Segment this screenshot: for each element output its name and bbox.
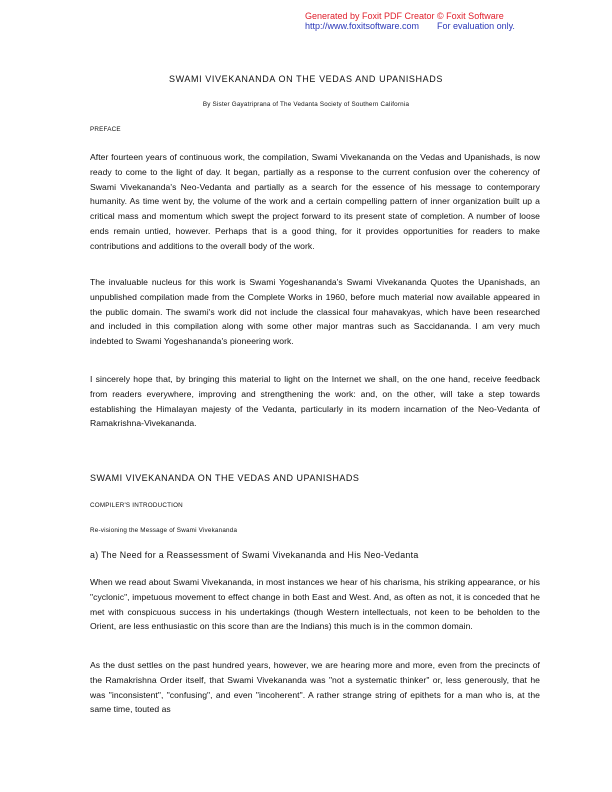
document-title: SWAMI VIVEKANANDA ON THE VEDAS AND UPANISHADS: [169, 74, 443, 84]
preface-paragraph-1: After fourteen years of continuous work, the compilation, Swami Vivekananda on the Vedas and Upanishads, is now ready to come to the light of day. It began, partially as a response to the current confusion over the coherency of Swami Vivekananda's Neo-Vedanta and partially as a search for the essence of his message to contemporary humanity. As time went by, the volume of the work and a certain compelling pattern of inner organization built up a critical mass and momentum which swept the project forward to its present state of completion. A number of loose ends remain untied, however. Perhaps that is a good thing, for it provides opportunities for readers to make contributions and additions to the overall body of the work.: [90, 152, 540, 251]
preface-paragraph-3: I sincerely hope that, by bringing this material to light on the Internet we shall, on the one hand, receive feedback from readers everywhere, improving and strengthening the work: and, on the other, will take a step towards establishing the Himalayan majesty of the Vedanta, particularly in its modern incarnation of the Neo-Vedanta of Ramakrishna-Vivekananda.: [90, 374, 540, 429]
foxit-watermark: [305, 11, 533, 31]
body-paragraph-1: When we read about Swami Vivekananda, in most instances we hear of his charisma, his striking appearance, or his "cyclonic", impetuous movement to effect change in both East and West. And, as often as not, it is conceded that he met with conspicuous success in his undertakings (though Western intellectuals, not keen to be beholden to the Orient, are less enthusiastic on this score than are the Indians) this much is in the common domain.: [90, 577, 540, 632]
watermark-url[interactable]: http://www.foxitsoftware.com: [305, 21, 420, 31]
intro-label: COMPILER'S INTRODUCTION: [90, 502, 183, 509]
watermark-url-line: [305, 21, 533, 31]
section-title: SWAMI VIVEKANANDA ON THE VEDAS AND UPANISHADS: [90, 473, 360, 483]
preface-label: PREFACE: [90, 126, 121, 133]
watermark-line: Generated by Foxit PDF Creator © Foxit Software: [305, 11, 504, 21]
byline: By Sister Gayatriprana of The Vedanta Society of Southern California: [202, 101, 410, 108]
body-paragraph-2: As the dust settles on the past hundred years, however, we are hearing more and more, even from the precincts of the Ramakrishna Order itself, that Swami Vivekananda was "not a systematic thinker" or, less generously, that he was "inconsistent", "confusing", and even "incoherent". A rather strange string of epithets for a man who is, at the same time, touted as: [90, 660, 540, 715]
subheading: a) The Need for a Reassessment of Swami Vivekananda and His Neo-Vedanta: [90, 550, 419, 560]
preface-paragraph-2: The invaluable nucleus for this work is Swami Yogeshananda's Swami Vivekananda Quotes the Upanishads, an unpublished compilation made from the Complete Works in 1960, before much material now available appeared in the public domain. The swami's work did not include the classical four mahavakyas, which have been researched and included in this compilation along with some other major mantras such as Saccidananda. I am very much indebted to Swami Yogeshananda's pioneering work.: [90, 277, 540, 347]
revision-label: Re-visioning the Message of Swami Vivekananda: [90, 527, 238, 534]
watermark-note: For evaluation only.: [437, 21, 515, 31]
